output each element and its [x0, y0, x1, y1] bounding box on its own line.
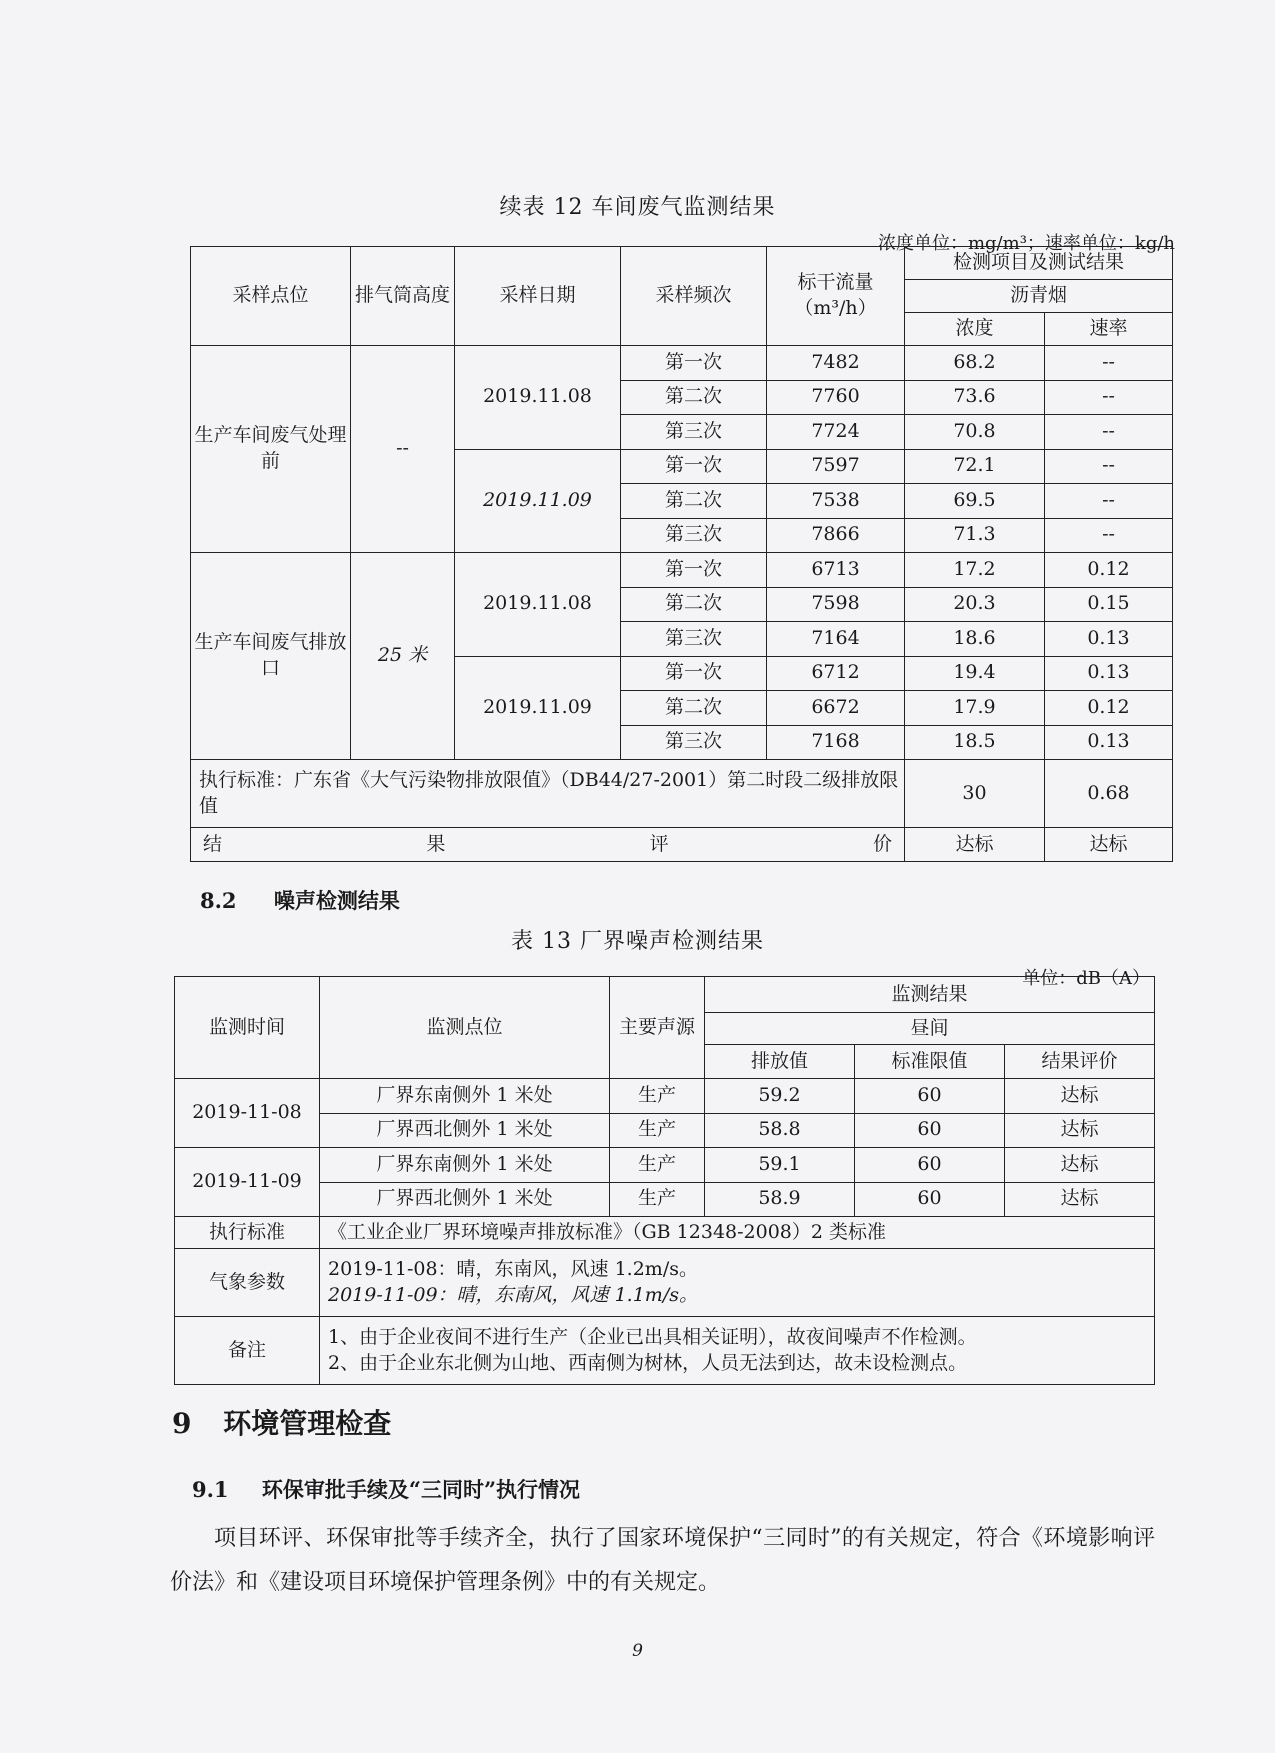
weather-line: 2019-11-09：晴，东南风，风速 1.1m/s。 — [328, 1283, 698, 1306]
conc-cell: 70.8 — [905, 415, 1045, 450]
standard-label: 执行标准：广东省《大气污染物排放限值》（DB44/27-2001）第二时段二级排放限值 — [191, 760, 905, 828]
conc-cell: 17.9 — [905, 691, 1045, 726]
group-date: 2019.11.08 — [455, 553, 621, 657]
value-cell: 59.2 — [705, 1079, 855, 1114]
flow-cell: 6672 — [767, 691, 905, 726]
freq-cell: 第二次 — [621, 691, 767, 726]
value-cell: 58.8 — [705, 1113, 855, 1148]
day-date: 2019-11-08 — [175, 1079, 320, 1148]
group-date: 2019.11.09 — [455, 656, 621, 760]
conc-cell: 19.4 — [905, 656, 1045, 691]
remarks-line: 2、由于企业东北侧为山地、西南侧为树林，人员无法到达，故未设检测点。 — [328, 1351, 968, 1374]
rate-cell: -- — [1045, 484, 1173, 519]
remarks-text — [320, 1317, 1155, 1385]
header-emission: 排放值 — [705, 1045, 855, 1079]
header-conc: 浓度 — [905, 313, 1045, 346]
limit-cell: 60 — [855, 1113, 1005, 1148]
rate-cell: -- — [1045, 380, 1173, 415]
flow-cell: 7597 — [767, 449, 905, 484]
source-cell: 生产 — [610, 1148, 705, 1183]
eval-cell: 达标 — [1005, 1148, 1155, 1183]
source-cell: 生产 — [610, 1079, 705, 1114]
conc-cell: 72.1 — [905, 449, 1045, 484]
source-cell: 生产 — [610, 1182, 705, 1217]
rate-cell: 0.13 — [1045, 725, 1173, 760]
freq-cell: 第二次 — [621, 380, 767, 415]
rate-cell: -- — [1045, 415, 1173, 450]
flow-cell: 7482 — [767, 346, 905, 381]
flow-cell: 7168 — [767, 725, 905, 760]
flow-cell: 7866 — [767, 518, 905, 553]
rate-cell: 0.15 — [1045, 587, 1173, 622]
header-result: 监测结果 — [705, 977, 1155, 1013]
point-cell: 厂界东南侧外 1 米处 — [320, 1148, 610, 1183]
eval-cell: 达标 — [1005, 1113, 1155, 1148]
table12-caption: 续表 12 车间废气监测结果 — [499, 195, 776, 220]
freq-cell: 第一次 — [621, 656, 767, 691]
remarks-line: 1、由于企业夜间不进行生产（企业已出具相关证明），故夜间噪声不作检测。 — [328, 1325, 977, 1348]
conc-cell: 18.5 — [905, 725, 1045, 760]
flow-cell: 7538 — [767, 484, 905, 519]
rate-cell: -- — [1045, 346, 1173, 381]
rate-cell: 0.12 — [1045, 691, 1173, 726]
header-flow: 标干流量（m³/h） — [767, 247, 905, 346]
evaluation-char: 结 — [203, 832, 223, 855]
evaluation-char: 价 — [872, 832, 892, 855]
rate-cell: 0.12 — [1045, 553, 1173, 588]
limit-cell: 60 — [855, 1148, 1005, 1183]
freq-cell: 第一次 — [621, 346, 767, 381]
weather-label: 气象参数 — [175, 1249, 320, 1317]
header-height: 排气筒高度 — [351, 247, 455, 346]
section-number: 9 — [172, 1407, 192, 1440]
flow-cell: 7760 — [767, 380, 905, 415]
section-title: 噪声检测结果 — [273, 888, 400, 913]
weather-line: 2019-11-08：晴，东南风，风速 1.2m/s。 — [328, 1257, 698, 1280]
rate-cell: -- — [1045, 518, 1173, 553]
header-point: 监测点位 — [320, 977, 610, 1079]
flow-cell: 7164 — [767, 622, 905, 657]
evaluation-conc: 达标 — [905, 828, 1045, 862]
eval-cell: 达标 — [1005, 1182, 1155, 1217]
standard-label: 执行标准 — [175, 1217, 320, 1249]
point-cell: 厂界西北侧外 1 米处 — [320, 1113, 610, 1148]
group-date: 2019.11.09 — [455, 449, 621, 553]
freq-cell: 第三次 — [621, 622, 767, 657]
evaluation-char: 评 — [649, 832, 669, 855]
flow-cell: 7598 — [767, 587, 905, 622]
conc-cell: 73.6 — [905, 380, 1045, 415]
conc-cell: 17.2 — [905, 553, 1045, 588]
group-date: 2019.11.08 — [455, 346, 621, 450]
evaluation-rate: 达标 — [1045, 828, 1173, 862]
header-eval: 结果评价 — [1005, 1045, 1155, 1079]
header-date: 采样日期 — [455, 247, 621, 346]
group-height: -- — [351, 346, 455, 553]
table13-caption: 表 13 厂界噪声检测结果 — [511, 929, 764, 954]
conc-cell: 68.2 — [905, 346, 1045, 381]
freq-cell: 第三次 — [621, 518, 767, 553]
group-height: 25 米 — [351, 553, 455, 760]
value-cell: 58.9 — [705, 1182, 855, 1217]
eval-cell: 达标 — [1005, 1079, 1155, 1114]
rate-cell: -- — [1045, 449, 1173, 484]
table13 — [174, 976, 1155, 1385]
section-title: 环境管理检查 — [223, 1407, 392, 1440]
standard-rate: 0.68 — [1045, 760, 1173, 828]
group-point: 生产车间废气排放口 — [191, 553, 351, 760]
header-time: 监测时间 — [175, 977, 320, 1079]
evaluation-label — [191, 828, 905, 862]
conc-cell: 69.5 — [905, 484, 1045, 519]
section-9-1-heading — [192, 1474, 580, 1504]
rate-cell: 0.13 — [1045, 656, 1173, 691]
limit-cell: 60 — [855, 1079, 1005, 1114]
section-number: 8.2 — [200, 888, 237, 913]
header-point: 采样点位 — [191, 247, 351, 346]
header-freq: 采样频次 — [621, 247, 767, 346]
freq-cell: 第三次 — [621, 725, 767, 760]
freq-cell: 第二次 — [621, 484, 767, 519]
header-pollutant: 沥青烟 — [905, 280, 1173, 313]
freq-cell: 第一次 — [621, 553, 767, 588]
freq-cell: 第三次 — [621, 415, 767, 450]
freq-cell: 第二次 — [621, 587, 767, 622]
point-cell: 厂界东南侧外 1 米处 — [320, 1079, 610, 1114]
source-cell: 生产 — [610, 1113, 705, 1148]
section-8-2-heading — [200, 885, 400, 915]
page-number: 9 — [632, 1641, 643, 1661]
standard-conc: 30 — [905, 760, 1045, 828]
conc-cell: 20.3 — [905, 587, 1045, 622]
rate-cell: 0.13 — [1045, 622, 1173, 657]
remarks-label: 备注 — [175, 1317, 320, 1385]
flow-cell: 7724 — [767, 415, 905, 450]
header-source: 主要声源 — [610, 977, 705, 1079]
group-point: 生产车间废气处理前 — [191, 346, 351, 553]
body-paragraph: 项目环评、环保审批等手续齐全，执行了国家环境保护“三同时”的有关规定，符合《环境影响评价法》和《建设项目环境保护管理条例》中的有关规定。 — [170, 1526, 1155, 1595]
flow-cell: 6712 — [767, 656, 905, 691]
table12 — [190, 246, 1173, 862]
standard-text: 《工业企业厂界环境噪声排放标准》（GB 12348-2008）2 类标准 — [320, 1217, 1155, 1249]
freq-cell: 第一次 — [621, 449, 767, 484]
evaluation-char: 果 — [426, 832, 446, 855]
section-number: 9.1 — [192, 1477, 229, 1502]
value-cell: 59.1 — [705, 1148, 855, 1183]
header-period: 昼间 — [705, 1013, 1155, 1045]
table12-unit-note: 浓度单位：mg/m³；速率单位：kg/h — [877, 233, 1175, 254]
limit-cell: 60 — [855, 1182, 1005, 1217]
day-date: 2019-11-09 — [175, 1148, 320, 1217]
flow-cell: 6713 — [767, 553, 905, 588]
header-limit: 标准限值 — [855, 1045, 1005, 1079]
section-title: 环保审批手续及“三同时”执行情况 — [261, 1477, 581, 1502]
conc-cell: 18.6 — [905, 622, 1045, 657]
point-cell: 厂界西北侧外 1 米处 — [320, 1182, 610, 1217]
conc-cell: 71.3 — [905, 518, 1045, 553]
header-rate: 速率 — [1045, 313, 1173, 346]
weather-text — [320, 1249, 1155, 1317]
section-9-heading — [172, 1402, 391, 1442]
table13-unit-note: 单位：dB（A） — [1022, 968, 1150, 989]
header-items: 检测项目及测试结果 — [905, 247, 1173, 280]
